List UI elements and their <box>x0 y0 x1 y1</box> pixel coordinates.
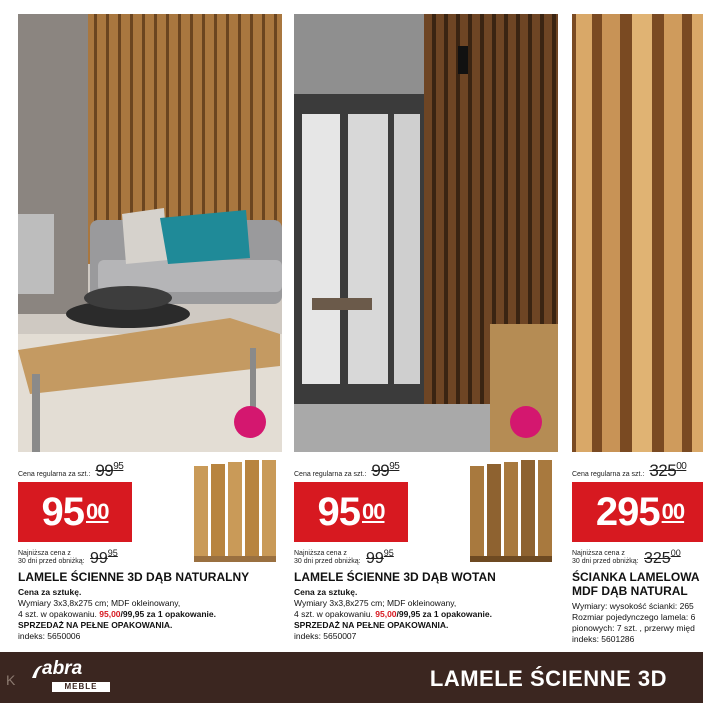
product-title[interactable]: ŚCIANKA LAMELOWA MDF DĄB NATURAL <box>572 570 700 598</box>
regular-price-label: Cena regularna za szt.: <box>294 471 367 478</box>
product-title[interactable]: LAMELE ŚCIENNE 3D DĄB WOTAN <box>294 570 496 584</box>
product-thumbnail-natural-oak[interactable] <box>194 460 276 564</box>
lowest-price-value: $99^{95}$ <box>366 548 394 567</box>
product-description: Cena za sztukę. Wymiary 3x3,8x275 cm; MDF okleinowany, 4 szt. w opakowaniu. 95,00/99,95 za 1 opakowanie. SPRZEDAŻ NA PEŁNE OPAKOWANIA. indeks: 5650007 <box>294 587 492 641</box>
product-card-lamella-wall[interactable] <box>572 14 703 652</box>
regular-price-row <box>294 461 399 481</box>
promo-price-dec: 00 <box>661 499 685 524</box>
regular-price-value: $99^{95}$ <box>371 461 400 480</box>
lowest-price-row: Najniższa cena z 30 dni przed obniżką: $325^{00}$ <box>572 548 681 567</box>
product-description: Wymiary: wysokość ścianki: 265 Rozmiar pojedynczego lamela: 6 pionowych: 7 szt. , przerwy międ indeks: 5601286 <box>572 601 696 644</box>
abra-logo[interactable] <box>30 660 112 694</box>
regular-price-label: Cena regularna za szt.: <box>18 471 91 478</box>
product-photo-living-room[interactable] <box>18 14 282 452</box>
logo-text: abra <box>42 658 83 679</box>
highlight-dot <box>510 406 542 438</box>
lowest-price-value: $99^{95}$ <box>90 548 118 567</box>
product-photo-office[interactable] <box>294 14 558 452</box>
regular-price-value: $99^{95}$ <box>95 461 124 480</box>
lowest-price-row: Najniższa cena z 30 dni przed obniżką: $99^{95}$ <box>18 548 118 567</box>
product-photo-lamella-wall[interactable] <box>572 14 703 452</box>
product-thumbnail-wotan-oak[interactable] <box>470 460 552 564</box>
promo-price-badge <box>294 482 408 542</box>
product-title[interactable]: LAMELE ŚCIENNE 3D DĄB NATURALNY <box>18 570 250 584</box>
promo-price-badge <box>18 482 132 542</box>
lowest-price-row: Najniższa cena z 30 dni przed obniżką: $99^{95}$ <box>294 548 394 567</box>
regular-price-value: $325^{00}$ <box>649 461 687 480</box>
logo-subtext: MEBLE <box>52 682 110 692</box>
promo-price-dec: 00 <box>362 499 385 524</box>
promo-price-int: 295 <box>595 489 660 534</box>
product-description: Cena za sztukę. Wymiary 3x3,8x275 cm; MDF okleinowany, 4 szt. w opakowaniu. 95,00/99,95 za 1 opakowanie. SPRZEDAŻ NA PEŁNE OPAKOWANIA. indeks: 5650006 <box>18 587 216 641</box>
product-card-natural-oak[interactable] <box>18 14 282 652</box>
regular-price-row <box>572 461 686 481</box>
chevron-left-icon[interactable]: K <box>6 672 16 688</box>
section-title: LAMELE ŚCIENNE 3D <box>429 666 667 691</box>
promo-price-int: 95 <box>317 489 360 534</box>
product-card-wotan-oak[interactable] <box>294 14 558 652</box>
regular-price-label: Cena regularna za szt.: <box>572 471 645 478</box>
promo-price-badge <box>572 482 703 542</box>
highlight-dot <box>234 406 266 438</box>
regular-price-row <box>18 461 123 481</box>
promo-price-dec: 00 <box>86 499 109 524</box>
lowest-price-value: $325^{00}$ <box>644 548 681 567</box>
promo-price-int: 95 <box>41 489 84 534</box>
